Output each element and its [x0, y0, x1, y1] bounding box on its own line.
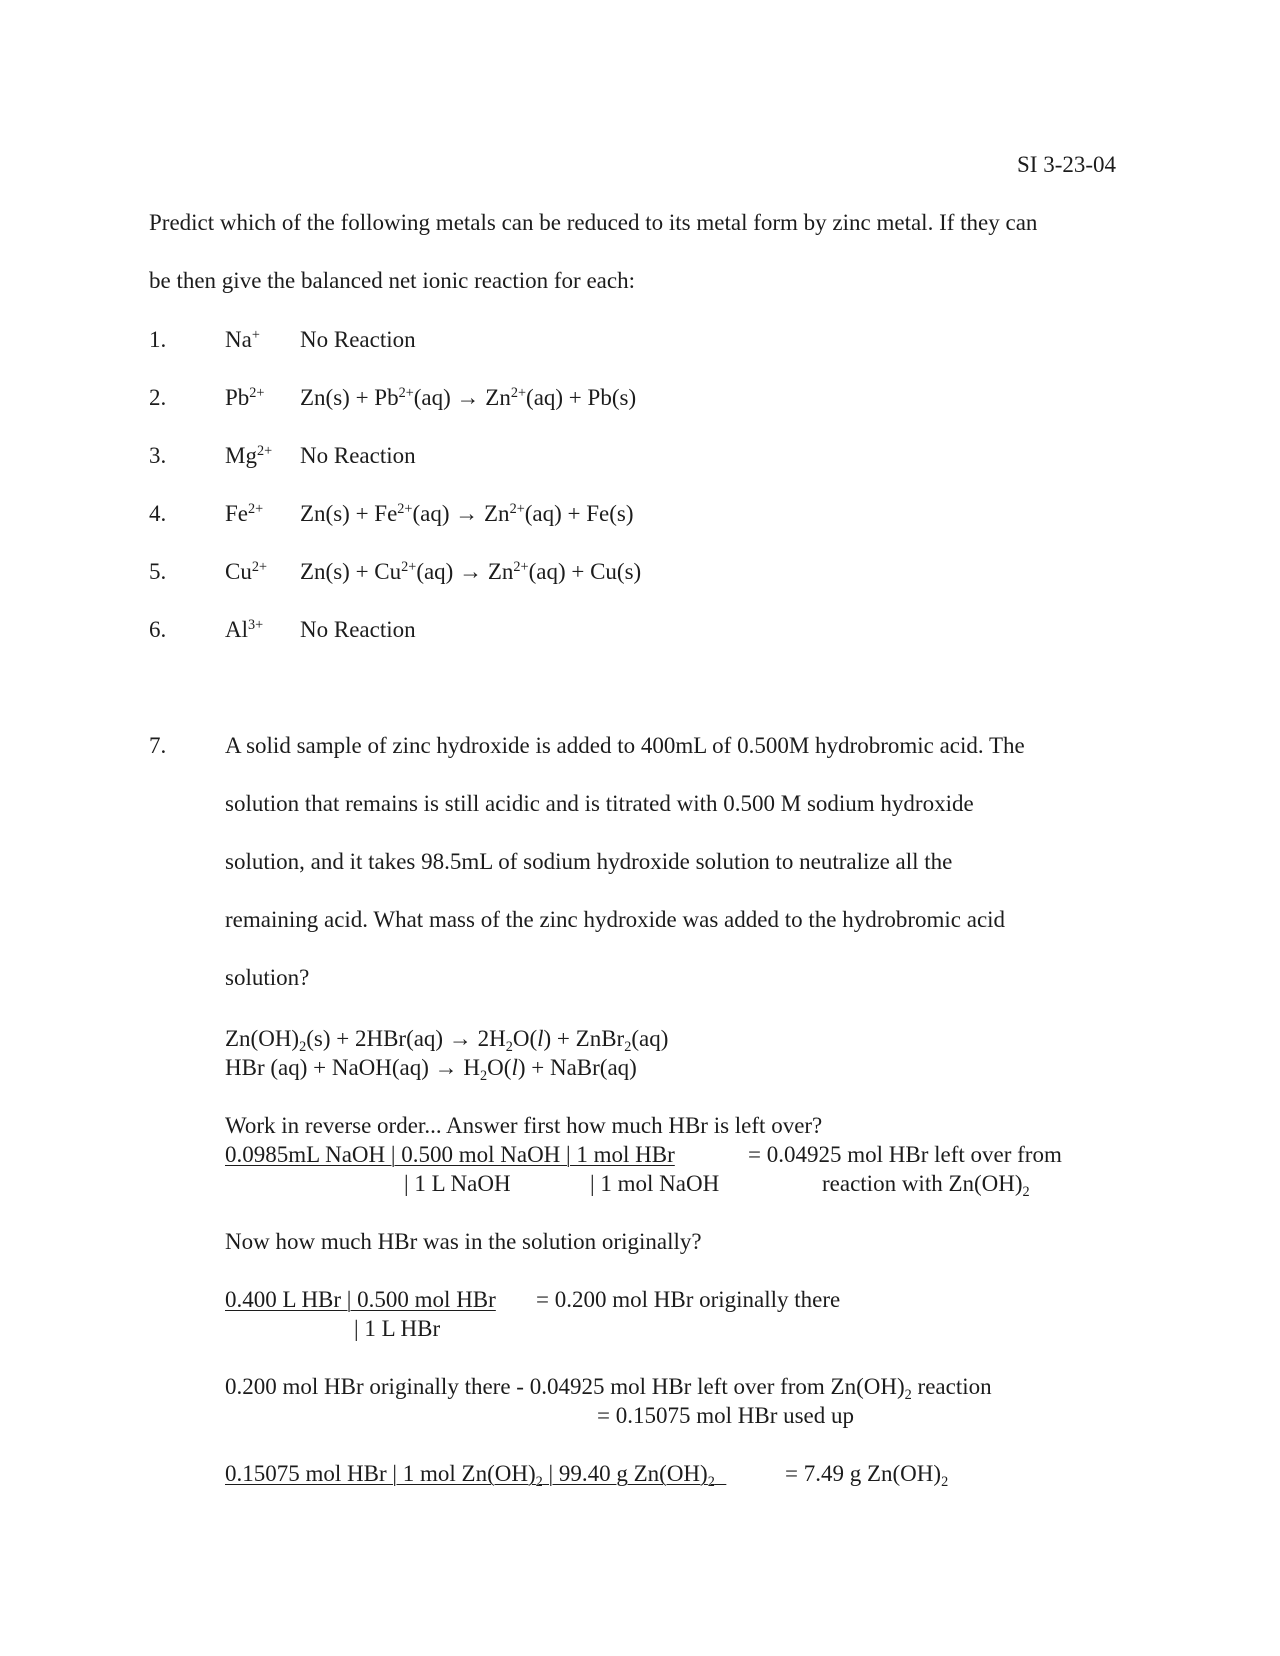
problem-7-line-3: solution, and it takes 98.5mL of sodium hydroxide solution to neutralize all the: [225, 849, 953, 874]
calc1-result-2: reaction with $Zn(OH)_2$: [822, 1171, 1030, 1200]
problem-7-number: 7.: [149, 733, 167, 758]
ion: $Pb^{2+}$: [225, 385, 265, 410]
reaction-result: No Reaction: [300, 443, 416, 468]
intro-line-1: Predict which of the following metals can be reduced to its metal form by zinc metal. If they can: [149, 210, 1038, 235]
intro-line-2: be then give the balanced net ionic reaction for each:: [149, 268, 635, 293]
reaction-result: No Reaction: [300, 327, 416, 352]
ion: $Cu^{2+}$: [225, 559, 268, 584]
item-number: 6.: [149, 617, 167, 642]
calc3-result: = 0.15075 mol HBr used up: [597, 1403, 855, 1428]
equation-1: $Zn(OH)_2(s) + 2HBr(aq) \to 2H_2O(l)$ + ZnBr$_2$(aq): [225, 1026, 669, 1055]
ion: Na+: [225, 327, 260, 352]
calc1-denominator-2: | 1 mol NaOH: [590, 1171, 720, 1196]
calc4-numerator: 0.15075 mol HBr | 1 mol $Zn(OH)_2$ | 99.40 g $Zn(OH)_2$: [225, 1461, 715, 1490]
problem-7-line-4: remaining acid. What mass of the zinc hydroxide was added to the hydrobromic acid: [225, 907, 1006, 932]
item-number: 2.: [149, 385, 167, 410]
reaction-equation: $Zn(s) + Pb^{2+}(aq) \to Zn^{2+}(aq) + Pb(s)$: [300, 385, 637, 410]
calc1-denominator-1: | 1 L NaOH: [404, 1171, 511, 1196]
problem-7-line-5: solution?: [225, 965, 310, 990]
ion: $Mg^{2+}$: [225, 443, 273, 468]
item-number: 4.: [149, 501, 167, 526]
problem-7-line-1: A solid sample of zinc hydroxide is added to 400mL of 0.500M hydrobromic acid. The: [225, 733, 1025, 758]
calc3-line: 0.200 mol HBr originally there - 0.04925 mol HBr left over from $Zn(OH)_2$ reaction: [225, 1374, 992, 1403]
original-question: Now how much HBr was in the solution originally?: [225, 1229, 702, 1254]
item-number: 3.: [149, 443, 167, 468]
reverse-question: Work in reverse order... Answer first how much HBr is left over?: [225, 1113, 823, 1138]
reaction-equation: $Zn(s) + Cu^{2+}(aq) \to Zn^{2+}(aq) + Cu(s)$: [300, 559, 642, 584]
item-number: 5.: [149, 559, 167, 584]
ion: $Fe^{2+}$: [225, 501, 264, 526]
calc1-result: = 0.04925 mol HBr left over from: [748, 1142, 1062, 1167]
calc2-numerator: 0.400 L HBr | 0.500 mol HBr: [225, 1287, 496, 1312]
reaction-result: No Reaction: [300, 617, 416, 642]
calc1-numerator: 0.0985mL NaOH | 0.500 mol NaOH | 1 mol HBr: [225, 1142, 675, 1167]
ion: $Al^{3+}$: [225, 617, 264, 642]
reaction-equation: $Zn(s) + Fe^{2+}(aq) \to Zn^{2+}(aq) + Fe(s)$: [300, 501, 634, 526]
equation-2: HBr (aq) + NaOH(aq) → $H_2O(l)$ + NaBr(aq): [225, 1055, 637, 1084]
document-id: SI 3-23-04: [1017, 152, 1117, 177]
problem-7-line-2: solution that remains is still acidic and is titrated with 0.500 M sodium hydroxide: [225, 791, 974, 816]
calc2-result: = 0.200 mol HBr originally there: [536, 1287, 841, 1312]
item-number: 1.: [149, 327, 167, 352]
calc2-denominator: | 1 L HBr: [354, 1316, 441, 1341]
final-answer: = 7.49 g $Zn(OH)_2$: [785, 1461, 949, 1490]
